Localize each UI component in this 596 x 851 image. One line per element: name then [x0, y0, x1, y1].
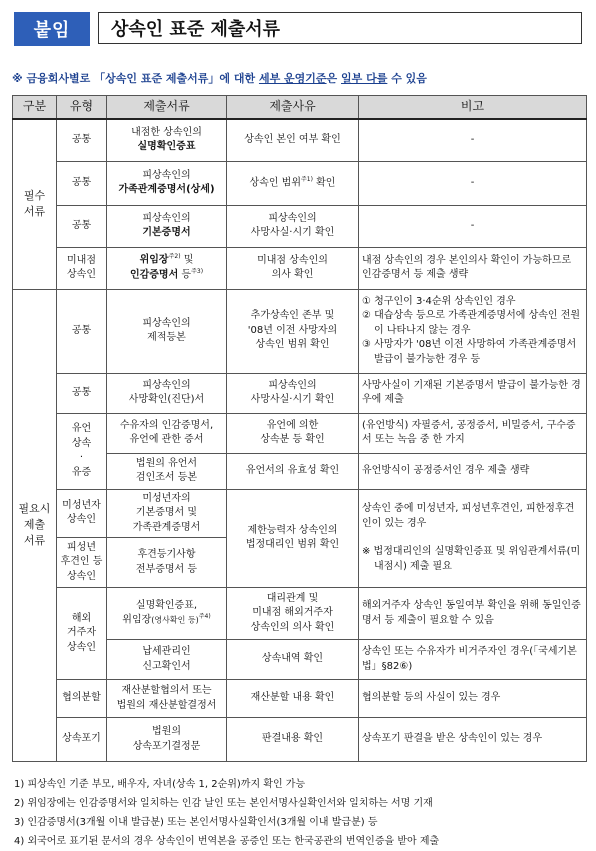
table-row: [13, 119, 587, 161]
reason-cell: 유언에 의한 상속분 등 확인: [227, 413, 359, 453]
table-row: [13, 413, 587, 453]
table-row: [13, 247, 587, 289]
doc-bold: 기본증명서: [142, 227, 191, 238]
notice-prefix: ※ 금융회사별로 「상속인 표준 제출서류」에 대한: [12, 72, 259, 85]
title-box: [98, 12, 582, 44]
col-header-reason: 제출사유: [227, 96, 359, 120]
reason-cell: 대리관계 및 미내점 해외거주자 상속인의 의사 확인: [227, 588, 359, 640]
reason-cell: 피상속인의 사망사실·시기 확인: [227, 205, 359, 247]
doc-text: 및: [180, 254, 194, 266]
footnote-3: 3) 인감증명서(3개월 이내 발급분) 또는 본인서명사실확인서(3개월 이내 발급분) 등: [14, 817, 378, 828]
table-row: [13, 289, 587, 373]
doc-bold: 가족관계증명서(상세): [118, 184, 215, 195]
document-cell: 후견등기사항 전부증명서 등: [107, 538, 227, 588]
footnote-ref: 주2): [168, 253, 181, 261]
list-item: ③ 사망자가 '08년 이전 사망하여 가족관계증명서 발급이 불가능한 경우 등: [362, 339, 577, 365]
footnotes: [14, 775, 586, 851]
remarks-cell: 상속인 또는 수유자가 비거주자인 경우(「국세기본법」§82⑥): [359, 640, 587, 680]
col-header-category: 구분: [13, 96, 57, 120]
notice-mid: 은: [326, 72, 342, 85]
page-title: 상속인 표준 제출서류: [111, 19, 281, 40]
document-cell: [107, 205, 227, 247]
footnote-1: 1) 피상속인 기준 부모, 배우자, 자녀(상속 1, 2순위)까지 확인 가능: [14, 779, 306, 790]
table-row: [13, 718, 587, 762]
type-cell: 공통: [57, 161, 107, 205]
reason-text: 확인: [312, 176, 336, 188]
footnote-ref: 주3): [191, 268, 204, 275]
notice-underline-2: 일부 다를: [341, 72, 388, 85]
footnote-ref: 주4): [198, 613, 211, 621]
footnote-4: 4) 외국어로 표기된 문서의 경우 상속인이 번역본을 공증인 또는 한국공관의 번역인증을 받아 제출: [14, 836, 440, 847]
reason-text: 상속인 범위: [249, 176, 301, 188]
header: [14, 12, 582, 46]
remarks-cell: 사망사실이 기재된 기본증명서 발급이 불가능한 경우에 제출: [359, 373, 587, 413]
reason-cell: [227, 161, 359, 205]
col-header-type: 유형: [57, 96, 107, 120]
reason-cell: 유언서의 유효성 확인: [227, 453, 359, 489]
remarks-cell: (유언방식) 자필증서, 공정증서, 비밀증서, 구수증서 또는 녹음 중 한 가지: [359, 413, 587, 453]
document-cell: [107, 588, 227, 640]
type-cell: 상속포기: [57, 718, 107, 762]
table-row: [13, 161, 587, 205]
list-item: ① 청구인이 3·4순위 상속인인 경우: [362, 295, 516, 307]
remarks-cell: -: [359, 205, 587, 247]
reason-cell: 추가상속인 존부 및 '08년 이전 사망자의 상속인 범위 확인: [227, 289, 359, 373]
document-cell: [107, 161, 227, 205]
documents-table: [12, 95, 587, 762]
document-cell: [107, 119, 227, 161]
reason-cell: 피상속인의 사망사실·시기 확인: [227, 373, 359, 413]
reason-cell: 제한능력자 상속인의 법정대리인 범위 확인: [227, 489, 359, 588]
remarks-text: ※ 법정대리인의 실명확인증표 및 위임관계서류(미내점시) 제출 필요: [362, 546, 581, 572]
type-cell: 공통: [57, 205, 107, 247]
footnote-ref: 주1): [301, 175, 313, 183]
document-cell: 재산분할협의서 또는 법원의 재산분할결정서: [107, 680, 227, 718]
footnote-2: 2) 위임장에는 인감증명서와 일치하는 인감 날인 또는 본인서명사실확인서와 일치하는 서명 기재: [14, 798, 433, 809]
reason-cell: 미내점 상속인의 의사 확인: [227, 247, 359, 289]
document-cell: 미성년자의 기본증명서 및 가족관계증명서: [107, 489, 227, 538]
remarks-cell: 협의분할 등의 사실이 있는 경우: [359, 680, 587, 718]
table-row: [13, 373, 587, 413]
doc-text: 위임장: [122, 614, 152, 626]
notice-line: [12, 70, 588, 86]
document-cell: 수유자의 인감증명서, 유언에 관한 증서: [107, 413, 227, 453]
remarks-cell: 유언방식이 공정증서인 경우 제출 생략: [359, 453, 587, 489]
doc-bold: 실명확인증표: [137, 141, 196, 153]
type-cell: 미성년자 상속인: [57, 489, 107, 538]
doc-text: 피상속인의: [142, 212, 191, 224]
doc-text: 실명확인증표,: [135, 599, 198, 611]
table-row: [13, 489, 587, 538]
document-cell: 법원의 유언서 검인조서 등본: [107, 453, 227, 489]
reason-cell: 상속내역 확인: [227, 640, 359, 680]
remarks-cell: 해외거주자 상속인 동일여부 확인을 위해 동일인증명서 등 제출이 필요할 수 있음: [359, 588, 587, 640]
document-cell: 피상속인의 제적등본: [107, 289, 227, 373]
remarks-cell: -: [359, 119, 587, 161]
remarks-cell: 상속포기 판결을 받은 상속인이 있는 경우: [359, 718, 587, 762]
table-row: [13, 205, 587, 247]
remarks-cell: -: [359, 161, 587, 205]
type-cell: 공통: [57, 119, 107, 161]
document-cell: 법원의 상속포기결정문: [107, 718, 227, 762]
notice-suffix: 수 있음: [387, 72, 427, 85]
remarks-list: [362, 295, 583, 368]
type-cell: 피성년 후견인 등 상속인: [57, 538, 107, 588]
doc-bold: 위임장: [139, 254, 169, 266]
type-cell: 해외 거주자 상속인: [57, 588, 107, 680]
list-item: ② 대습상속 등으로 가족관계증명서에 상속인 전원이 나타나지 않는 경우: [362, 310, 581, 336]
remarks-cell: [359, 489, 587, 588]
attachment-badge: 붙임: [14, 12, 90, 46]
col-header-documents: 제출서류: [107, 96, 227, 120]
doc-text: 내점한 상속인의: [131, 126, 202, 138]
doc-bold: 인감증명서: [129, 269, 179, 281]
reason-cell: 상속인 본인 여부 확인: [227, 119, 359, 161]
category-required: 필수 서류: [13, 119, 57, 289]
type-cell: 미내점 상속인: [57, 247, 107, 289]
notice-underline-1: 세부 운영기준: [258, 72, 327, 85]
type-cell: 공통: [57, 373, 107, 413]
table-header-row: [13, 96, 587, 120]
remarks-text: 상속인 중에 미성년자, 피성년후견인, 피한정후견인이 있는 경우: [362, 503, 575, 529]
col-header-remarks: 비고: [359, 96, 587, 120]
table-row: [13, 680, 587, 718]
remarks-cell: [359, 289, 587, 373]
doc-text: 피상속인의: [142, 169, 191, 181]
remarks-cell: 내점 상속인의 경우 본인의사 확인이 가능하므로 인감증명서 등 제출 생략: [359, 247, 587, 289]
doc-small: (영사확인 등): [151, 615, 199, 625]
category-conditional: 필요시 제출 서류: [13, 289, 57, 762]
reason-cell: 판결내용 확인: [227, 718, 359, 762]
doc-text: 등: [178, 269, 192, 281]
type-cell: 유언 상속 · 유증: [57, 413, 107, 489]
document-cell: 피상속인의 사망확인(진단)서: [107, 373, 227, 413]
table-row: [13, 588, 587, 640]
document-cell: 납세관리인 신고확인서: [107, 640, 227, 680]
type-cell: 공통: [57, 289, 107, 373]
document-cell: [107, 247, 227, 289]
reason-cell: 재산분할 내용 확인: [227, 680, 359, 718]
type-cell: 협의분할: [57, 680, 107, 718]
